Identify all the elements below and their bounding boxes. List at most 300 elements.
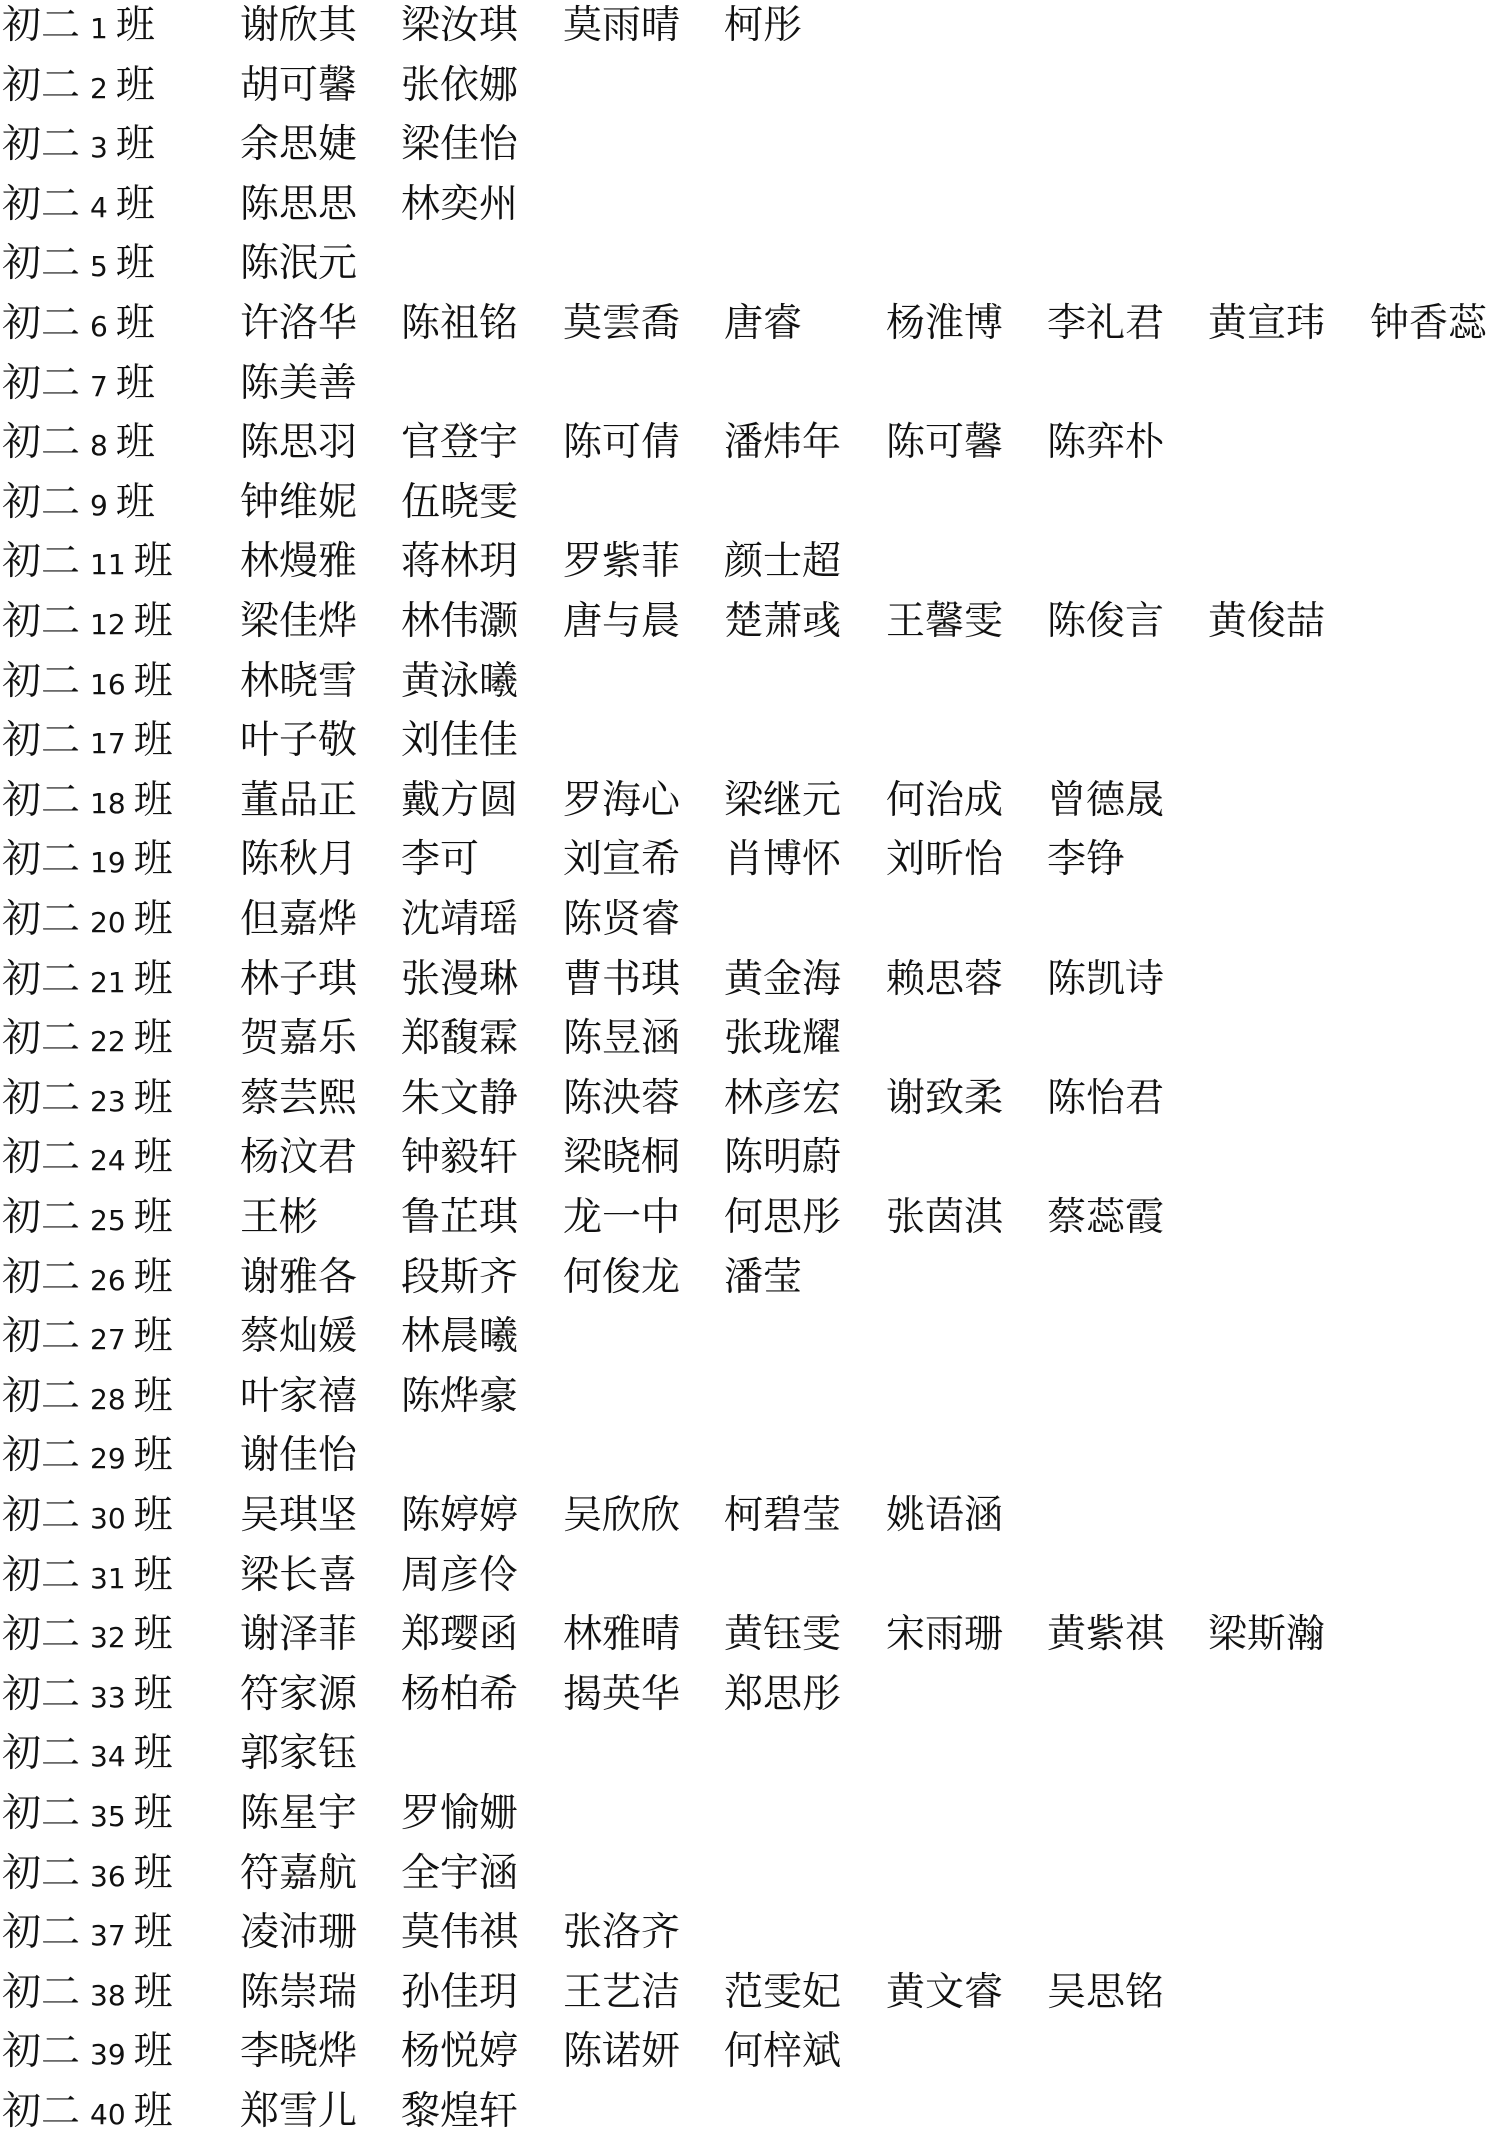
- grade-prefix: 初二: [2, 1493, 81, 1538]
- class-label: [2, 240, 155, 300]
- student-name: 杨悦婷: [401, 2029, 519, 2075]
- student-name: 凌沛珊: [240, 1910, 358, 1956]
- student-name: 陈凯诗: [1047, 956, 1165, 1002]
- grade-prefix: 初二: [2, 181, 81, 227]
- student-name: 潘炜年: [724, 420, 842, 466]
- class-number: 11: [90, 548, 126, 582]
- class-label: [2, 1254, 173, 1314]
- grade-prefix: 初二: [2, 3, 81, 48]
- student-name: 黄文睿: [886, 1969, 1004, 2015]
- student-name: 陈祖铭: [401, 301, 519, 346]
- student-name: 颜士超: [724, 539, 842, 585]
- class-suffix: 班: [133, 2029, 173, 2075]
- class-suffix: 班: [133, 1493, 173, 1538]
- class-row: [0, 62, 1500, 122]
- class-number: 37: [90, 1919, 126, 1953]
- class-row: [0, 777, 1500, 837]
- class-suffix: 班: [133, 1373, 173, 1419]
- student-name: 陈美善: [240, 360, 358, 406]
- class-number: 39: [90, 2038, 126, 2072]
- class-row: [0, 1254, 1500, 1314]
- class-number: 36: [90, 1859, 126, 1893]
- class-suffix: 班: [115, 301, 155, 346]
- grade-prefix: 初二: [2, 777, 81, 823]
- student-name: 陈婷婷: [401, 1493, 519, 1538]
- student-name: 伍晓雯: [401, 479, 519, 525]
- class-row: [0, 2088, 1500, 2148]
- student-name: 钟毅轩: [401, 1135, 519, 1181]
- class-number: 5: [90, 250, 108, 284]
- student-name: 罗海心: [563, 777, 681, 823]
- student-name: 楚萧彧: [724, 599, 842, 644]
- class-number: 29: [90, 1442, 126, 1476]
- class-number: 20: [90, 906, 126, 939]
- student-name: 梁汝琪: [401, 3, 519, 48]
- student-name: 陈泱蓉: [563, 1075, 681, 1121]
- grade-prefix: 初二: [2, 360, 81, 406]
- class-row: [0, 956, 1500, 1016]
- class-suffix: 班: [133, 777, 173, 823]
- class-label: [2, 1075, 173, 1135]
- class-label: [2, 836, 173, 896]
- class-suffix: 班: [133, 1850, 173, 1896]
- student-name: 余思婕: [240, 122, 358, 168]
- student-name: 柯彤: [724, 3, 803, 48]
- student-name: 黄紫祺: [1047, 1612, 1165, 1658]
- student-name: 杨汶君: [240, 1135, 358, 1181]
- class-suffix: 班: [115, 241, 155, 287]
- class-row: [0, 598, 1500, 658]
- student-name: 莫雲喬: [563, 301, 681, 346]
- class-row: [0, 836, 1500, 896]
- grade-prefix: 初二: [2, 956, 81, 1002]
- class-suffix: 班: [133, 1910, 173, 1956]
- class-label: [2, 717, 173, 777]
- student-name: 陈思思: [240, 181, 358, 227]
- class-suffix: 班: [133, 539, 173, 585]
- class-number: 38: [90, 1978, 126, 2012]
- grade-prefix: 初二: [2, 2029, 81, 2075]
- student-name: 范雯妃: [724, 1969, 842, 2015]
- class-label: [2, 360, 155, 420]
- class-suffix: 班: [133, 599, 173, 644]
- student-name: 孙佳玥: [401, 1969, 519, 2015]
- student-name: 林雅晴: [563, 1612, 681, 1658]
- student-name: 陈俊言: [1047, 599, 1165, 644]
- student-name: 吴欣欣: [563, 1493, 681, 1538]
- class-row: [0, 300, 1500, 360]
- student-name: 莫伟祺: [401, 1910, 519, 1956]
- class-row: [0, 1373, 1500, 1433]
- grade-prefix: 初二: [2, 479, 81, 525]
- class-suffix: 班: [133, 1075, 173, 1121]
- class-suffix: 班: [115, 181, 155, 227]
- class-row: [0, 1075, 1500, 1135]
- class-label: [2, 2, 155, 62]
- class-suffix: 班: [133, 1433, 173, 1479]
- class-number: 23: [90, 1084, 126, 1118]
- grade-prefix: 初二: [2, 420, 81, 466]
- class-label: [2, 598, 173, 658]
- student-name: 林奕州: [401, 181, 519, 227]
- class-row: [0, 1492, 1500, 1552]
- student-name: 沈靖瑶: [401, 897, 519, 942]
- student-name: 钟维妮: [240, 479, 358, 525]
- class-row: [0, 1790, 1500, 1850]
- class-suffix: 班: [133, 1552, 173, 1598]
- student-name: 谢泽菲: [240, 1612, 358, 1658]
- grade-prefix: 初二: [2, 1671, 81, 1717]
- class-row: [0, 1969, 1500, 2029]
- student-name: 陈可倩: [563, 420, 681, 466]
- class-suffix: 班: [133, 1612, 173, 1658]
- grade-prefix: 初二: [2, 2089, 81, 2134]
- student-name: 林晓雪: [240, 658, 358, 704]
- grade-prefix: 初二: [2, 62, 81, 108]
- class-row: [0, 1552, 1500, 1612]
- student-name: 胡可馨: [240, 62, 358, 108]
- class-suffix: 班: [133, 1791, 173, 1836]
- grade-prefix: 初二: [2, 1254, 81, 1300]
- student-name: 段斯齐: [401, 1254, 519, 1300]
- class-row: [0, 1671, 1500, 1731]
- class-label: [2, 121, 155, 181]
- student-name: 曹书琪: [563, 956, 681, 1002]
- student-name: 何俊龙: [563, 1254, 681, 1300]
- class-suffix: 班: [133, 2089, 173, 2134]
- class-suffix: 班: [133, 837, 173, 883]
- student-name: 谢佳怡: [240, 1433, 358, 1479]
- class-row: [0, 2, 1500, 62]
- class-label: [2, 1909, 173, 1969]
- student-name: 朱文静: [401, 1075, 519, 1121]
- student-name: 罗紫菲: [563, 539, 681, 585]
- student-name: 李可: [401, 837, 480, 883]
- student-name: 符嘉航: [240, 1850, 358, 1896]
- student-name: 林伟灏: [401, 599, 519, 644]
- student-name: 莫雨晴: [563, 3, 681, 48]
- class-label: [2, 419, 155, 479]
- student-name: 林熳雅: [240, 539, 358, 585]
- student-name: 唐睿: [724, 301, 803, 346]
- class-label: [2, 1552, 173, 1612]
- class-row: [0, 240, 1500, 300]
- class-number: 21: [90, 965, 126, 999]
- class-suffix: 班: [133, 718, 173, 764]
- class-row: [0, 121, 1500, 181]
- student-name: 叶子敬: [240, 718, 358, 764]
- class-label: [2, 1194, 173, 1254]
- class-suffix: 班: [133, 1731, 173, 1777]
- student-name: 梁斯瀚: [1208, 1612, 1326, 1658]
- student-name: 黄金海: [724, 956, 842, 1002]
- student-name: 王馨雯: [886, 599, 1004, 644]
- grade-prefix: 初二: [2, 1016, 81, 1062]
- student-name: 陈星宇: [240, 1791, 358, 1836]
- student-name: 李晓烨: [240, 2029, 358, 2075]
- grade-prefix: 初二: [2, 1075, 81, 1121]
- class-suffix: 班: [133, 1969, 173, 2015]
- student-name: 陈弈朴: [1047, 420, 1165, 466]
- class-label: [2, 2088, 173, 2148]
- class-suffix: 班: [115, 122, 155, 168]
- class-number: 34: [90, 1740, 126, 1774]
- student-name: 曾德晟: [1047, 777, 1165, 823]
- student-name: 刘宣希: [563, 837, 681, 883]
- class-number: 30: [90, 1502, 126, 1535]
- class-number: 27: [90, 1323, 126, 1357]
- student-name: 张依娜: [401, 62, 519, 108]
- grade-prefix: 初二: [2, 1135, 81, 1181]
- class-row: [0, 1134, 1500, 1194]
- class-suffix: 班: [115, 3, 155, 48]
- class-label: [2, 896, 173, 956]
- grade-prefix: 初二: [2, 539, 81, 585]
- student-name: 郑璎函: [401, 1612, 519, 1658]
- student-name: 陈明蔚: [724, 1135, 842, 1181]
- student-name: 黄钰雯: [724, 1612, 842, 1658]
- student-name: 张珑耀: [724, 1016, 842, 1062]
- class-number: 8: [90, 429, 108, 463]
- student-name: 陈秋月: [240, 837, 358, 883]
- student-name: 王彬: [240, 1195, 319, 1240]
- class-label: [2, 479, 155, 539]
- class-label: [2, 300, 155, 360]
- grade-prefix: 初二: [2, 1552, 81, 1598]
- class-label: [2, 1790, 173, 1850]
- student-name: 黄俊喆: [1208, 599, 1326, 644]
- class-row: [0, 1015, 1500, 1075]
- class-suffix: 班: [115, 62, 155, 108]
- class-number: 35: [90, 1800, 126, 1833]
- class-number: 24: [90, 1144, 126, 1178]
- student-name: 但嘉烨: [240, 897, 358, 942]
- grade-prefix: 初二: [2, 301, 81, 346]
- student-name: 戴方圆: [401, 777, 519, 823]
- student-name: 贺嘉乐: [240, 1016, 358, 1062]
- student-name: 王艺洁: [563, 1969, 681, 2015]
- class-label: [2, 2028, 173, 2088]
- student-name: 董品正: [240, 777, 358, 823]
- student-name: 陈崇瑞: [240, 1969, 358, 2015]
- student-name: 黄泳曦: [401, 658, 519, 704]
- class-number: 28: [90, 1382, 126, 1416]
- student-name: 钟香蕊: [1370, 301, 1488, 346]
- class-label: [2, 1611, 173, 1671]
- class-suffix: 班: [133, 1314, 173, 1360]
- grade-prefix: 初二: [2, 1910, 81, 1956]
- student-name: 何梓斌: [724, 2029, 842, 2075]
- student-name: 张洛齐: [563, 1910, 681, 1956]
- class-row: [0, 419, 1500, 479]
- student-name: 何思彤: [724, 1195, 842, 1240]
- class-number: 12: [90, 608, 126, 641]
- student-name: 蔡蕊霞: [1047, 1195, 1165, 1240]
- student-name: 赖思蓉: [886, 956, 1004, 1002]
- class-row: [0, 1850, 1500, 1910]
- student-name: 李铮: [1047, 837, 1126, 883]
- class-number: 17: [90, 727, 126, 761]
- student-name: 林子琪: [240, 956, 358, 1002]
- class-row: [0, 1194, 1500, 1254]
- class-number: 6: [90, 310, 108, 343]
- student-name: 梁佳烨: [240, 599, 358, 644]
- student-name: 林彦宏: [724, 1075, 842, 1121]
- student-name: 符家源: [240, 1671, 358, 1717]
- class-label: [2, 1730, 173, 1790]
- grade-prefix: 初二: [2, 241, 81, 287]
- student-name: 肖博怀: [724, 837, 842, 883]
- class-suffix: 班: [115, 420, 155, 466]
- student-name: 梁长喜: [240, 1552, 358, 1598]
- grade-prefix: 初二: [2, 1731, 81, 1777]
- class-number: 2: [90, 71, 108, 105]
- class-row: [0, 181, 1500, 241]
- student-name: 周彦伶: [401, 1552, 519, 1598]
- student-name: 黄宣玮: [1208, 301, 1326, 346]
- class-number: 31: [90, 1561, 126, 1595]
- student-name: 罗愉姗: [401, 1791, 519, 1836]
- student-name: 杨淮博: [886, 301, 1004, 346]
- student-name: 揭英华: [563, 1671, 681, 1717]
- student-name: 梁晓桐: [563, 1135, 681, 1181]
- class-suffix: 班: [133, 1195, 173, 1240]
- class-label: [2, 956, 173, 1016]
- class-number: 32: [90, 1621, 126, 1655]
- student-name: 陈怡君: [1047, 1075, 1165, 1121]
- student-name: 梁佳怡: [401, 122, 519, 168]
- grade-prefix: 初二: [2, 1433, 81, 1479]
- student-name: 郭家钰: [240, 1731, 358, 1777]
- class-label: [2, 1850, 173, 1910]
- grade-prefix: 初二: [2, 1850, 81, 1896]
- class-label: [2, 181, 155, 241]
- class-number: 26: [90, 1263, 126, 1297]
- grade-prefix: 初二: [2, 718, 81, 764]
- student-name: 潘莹: [724, 1254, 803, 1300]
- student-name: 陈贤睿: [563, 897, 681, 942]
- class-number: 22: [90, 1025, 126, 1059]
- class-suffix: 班: [133, 1016, 173, 1062]
- student-name: 李礼君: [1047, 301, 1165, 346]
- grade-prefix: 初二: [2, 1373, 81, 1419]
- student-name: 蔡芸熙: [240, 1075, 358, 1121]
- class-row: [0, 479, 1500, 539]
- student-name: 姚语涵: [886, 1493, 1004, 1538]
- class-row: [0, 896, 1500, 956]
- class-number: 9: [90, 488, 108, 522]
- class-number: 19: [90, 846, 126, 880]
- student-name: 杨柏希: [401, 1671, 519, 1717]
- class-suffix: 班: [133, 956, 173, 1002]
- student-name: 刘昕怡: [886, 837, 1004, 883]
- student-name: 陈泯元: [240, 241, 358, 287]
- class-label: [2, 538, 173, 598]
- student-name: 张茵淇: [886, 1195, 1004, 1240]
- grade-prefix: 初二: [2, 1314, 81, 1360]
- student-name: 陈思羽: [240, 420, 358, 466]
- class-row: [0, 658, 1500, 718]
- student-name: 陈可馨: [886, 420, 1004, 466]
- student-name: 蔡灿媛: [240, 1314, 358, 1360]
- class-number: 3: [90, 131, 108, 165]
- student-name: 陈诺妍: [563, 2029, 681, 2075]
- student-name: 许洛华: [240, 301, 358, 346]
- student-name: 龙一中: [563, 1195, 681, 1240]
- class-label: [2, 1432, 173, 1492]
- student-name: 谢致柔: [886, 1075, 1004, 1121]
- class-number: 1: [90, 12, 108, 45]
- class-label: [2, 1313, 173, 1373]
- class-label: [2, 1671, 173, 1731]
- class-number: 16: [90, 667, 126, 701]
- grade-prefix: 初二: [2, 837, 81, 883]
- student-name: 郑思彤: [724, 1671, 842, 1717]
- student-name: 蒋林玥: [401, 539, 519, 585]
- class-label: [2, 62, 155, 122]
- student-name: 林晨曦: [401, 1314, 519, 1360]
- class-row: [0, 1611, 1500, 1671]
- grade-prefix: 初二: [2, 658, 81, 704]
- class-label: [2, 1373, 173, 1433]
- student-name: 柯碧莹: [724, 1493, 842, 1538]
- student-name: 何治成: [886, 777, 1004, 823]
- student-name: 吴琪坚: [240, 1493, 358, 1538]
- grade-prefix: 初二: [2, 1969, 81, 2015]
- class-suffix: 班: [133, 897, 173, 942]
- class-label: [2, 658, 173, 718]
- student-name: 梁继元: [724, 777, 842, 823]
- student-name: 陈昱涵: [563, 1016, 681, 1062]
- grade-prefix: 初二: [2, 599, 81, 644]
- class-row: [0, 2028, 1500, 2088]
- class-row: [0, 538, 1500, 598]
- grade-prefix: 初二: [2, 1195, 81, 1240]
- grade-prefix: 初二: [2, 122, 81, 168]
- class-label: [2, 777, 173, 837]
- class-number: 4: [90, 190, 108, 224]
- grade-prefix: 初二: [2, 1612, 81, 1658]
- student-name: 叶家禧: [240, 1373, 358, 1419]
- student-name: 张漫琳: [401, 956, 519, 1002]
- class-number: 40: [90, 2098, 126, 2131]
- class-number: 7: [90, 369, 108, 403]
- student-name: 郑雪儿: [240, 2089, 358, 2134]
- student-name: 黎煌轩: [401, 2089, 519, 2134]
- student-name: 谢雅各: [240, 1254, 358, 1300]
- class-row: [0, 1730, 1500, 1790]
- class-suffix: 班: [133, 1135, 173, 1181]
- student-name: 官登宇: [401, 420, 519, 466]
- student-name: 刘佳佳: [401, 718, 519, 764]
- student-name: 宋雨珊: [886, 1612, 1004, 1658]
- class-row: [0, 717, 1500, 777]
- student-name: 谢欣其: [240, 3, 358, 48]
- class-suffix: 班: [115, 360, 155, 406]
- class-row: [0, 360, 1500, 420]
- class-number: 18: [90, 786, 126, 820]
- class-label: [2, 1492, 173, 1552]
- student-name: 陈烨豪: [401, 1373, 519, 1419]
- student-name: 鲁芷琪: [401, 1195, 519, 1240]
- grade-prefix: 初二: [2, 1791, 81, 1836]
- student-name: 全宇涵: [401, 1850, 519, 1896]
- class-suffix: 班: [115, 479, 155, 525]
- class-row: [0, 1909, 1500, 1969]
- grade-prefix: 初二: [2, 897, 81, 942]
- student-name: 吴思铭: [1047, 1969, 1165, 2015]
- class-label: [2, 1969, 173, 2029]
